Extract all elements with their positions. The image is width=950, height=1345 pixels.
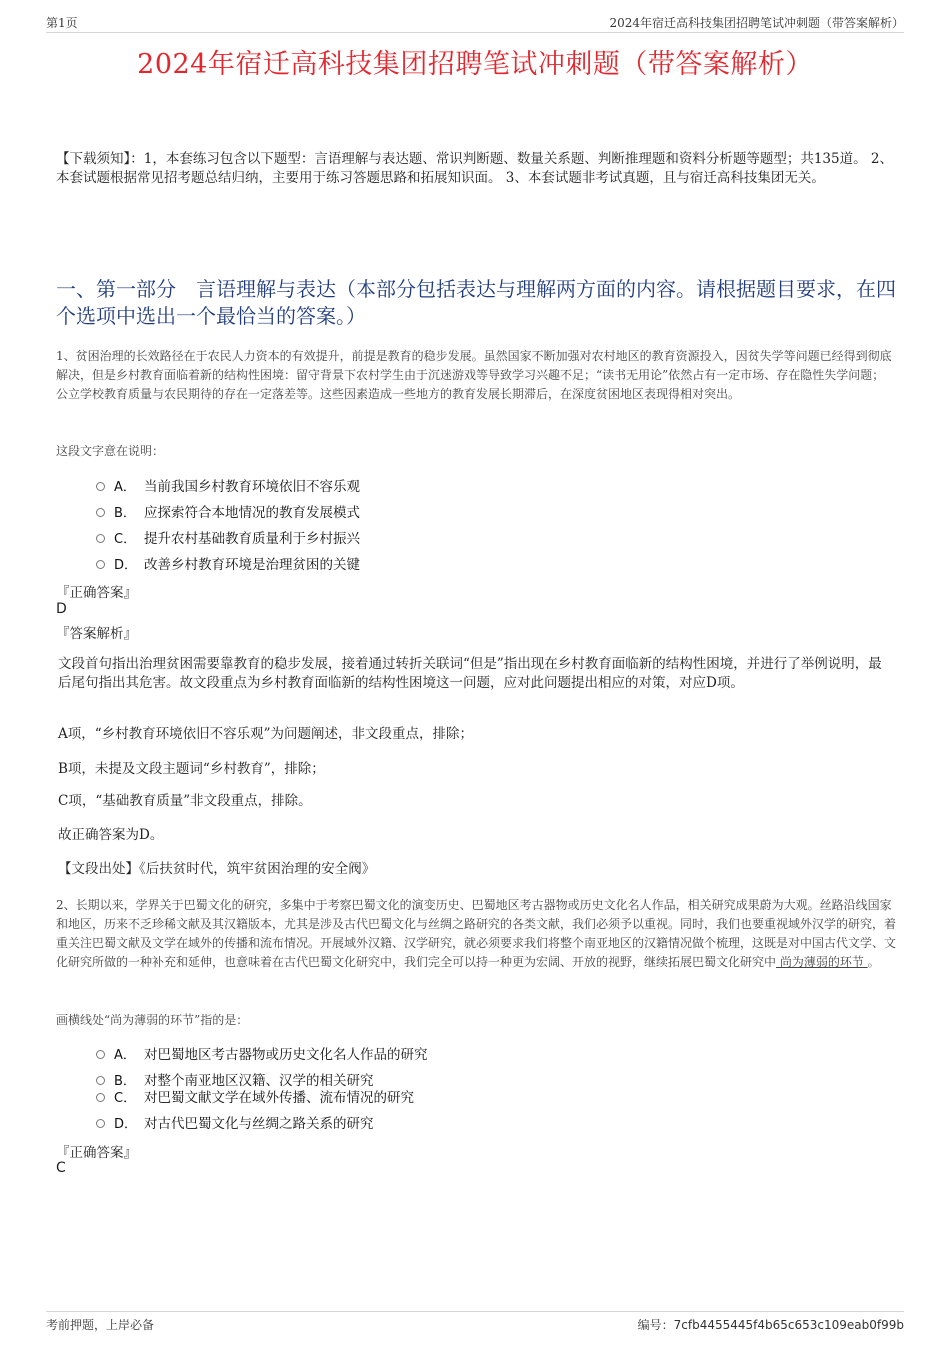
- question-1-prompt: 这段文字意在说明：: [56, 444, 165, 458]
- download-notice: 【下载须知】：1，本套练习包含以下题型：言语理解与表达题、常识判断题、数量关系题、判断推理题和资料分析题等题型；共135道。 2、本套试题根据常见招考题总结归纳，主要用于练习答题思路和拓展知识面。 3、本套试题非考试真题，且与宿迁高科技集团无关。: [56, 151, 893, 186]
- question-2-option-b[interactable]: B． 对整个南亚地区汉籍、汉学的相关研究: [96, 1068, 374, 1090]
- question-2-text: 2、长期以来，学界关于巴蜀文化的研究，多集中于考察巴蜀文化的演变历史、巴蜀地区考古器物或历史文化名人作品，相关研究成果蔚为大观。丝路沿线国家和地区，历来不乏珍稀文献及其汉籍版本，尤其是涉及古代巴蜀文化与丝绸之路研究的各类文献，我们必须予以重视。同时，我们也要重视域外汉学的研究，着重关注巴蜀文献及文学在域外的传播和流布情况。开展域外汉籍、汉学研究，就必须要求我们将整个南亚地区的汉籍情况做个梳理，这既是对中国古代文学、文化研究所做的一种补充和延伸，也意味着在古代巴蜀文化研究中，我们完全可以持一种更为宏阔、开放的视野，继续拓展巴蜀文化研究中 尚为薄弱的环节 。: [56, 898, 897, 969]
- question-1-option-b[interactable]: B． 应探索符合本地情况的教育发展模式: [96, 500, 360, 522]
- question-1-analysis-label: 『答案解析』: [56, 626, 137, 642]
- question-2-option-a[interactable]: A． 对巴蜀地区考古器物或历史文化名人作品的研究: [96, 1042, 428, 1064]
- radio-icon[interactable]: [96, 534, 105, 543]
- question-1-answer-label: 『正确答案』: [56, 585, 137, 601]
- page-footer: [46, 1311, 904, 1332]
- page-header: [46, 14, 904, 33]
- question-2-option-d[interactable]: D． 对古代巴蜀文化与丝绸之路关系的研究: [96, 1111, 374, 1133]
- header-doc-title: 2024年宿迁高科技集团招聘笔试冲刺题（带答案解析）: [609, 16, 904, 30]
- question-2-prompt: 画横线处“尚为薄弱的环节”指的是：: [56, 1013, 249, 1027]
- section-heading: 一、第一部分 言语理解与表达（本部分包括表达与理解两方面的内容。请根据题目要求，在四个选项中选出一个最恰当的答案。）: [56, 277, 896, 328]
- document-title: 2024年宿迁高科技集团招聘笔试冲刺题（带答案解析）: [137, 49, 813, 80]
- question-1-option-d[interactable]: D． 改善乡村教育环境是治理贫困的关键: [96, 552, 360, 574]
- question-1-source: 【文段出处】《后扶贫时代，筑牢贫困治理的安全阀》: [58, 861, 376, 877]
- serial-code: 7cfb4455445f4b65c653c109eab0f99b: [673, 1318, 904, 1332]
- question-2-answer: C: [56, 1160, 66, 1176]
- underlined-phrase: 尚为薄弱的环节: [776, 955, 868, 969]
- radio-icon[interactable]: [96, 560, 105, 569]
- radio-icon[interactable]: [96, 482, 105, 491]
- question-1-text: 1、贫困治理的长效路径在于农民人力资本的有效提升，前提是教育的稳步发展。虽然国家不断加强对农村地区的教育资源投入，因贫失学等问题已经得到彻底解决，但是乡村教育面临着新的结构性困境：留守背景下农村学生由于沉迷游戏等导致学习兴趣不足；“读书无用论”依然占有一定市场、存在隐性失学问题；公立学校教育质量与农民期待的存在一定落差等。这些因素造成一些地方的教育发展长期滞后，在深度贫困地区表现得相对突出。: [56, 349, 892, 401]
- question-1-conclusion: 故正确答案为D。: [58, 827, 164, 843]
- radio-icon[interactable]: [96, 1050, 105, 1059]
- question-1-analysis-a: A项，“乡村教育环境依旧不容乐观”为问题阐述，非文段重点，排除；: [58, 726, 474, 742]
- question-1-answer: D: [56, 601, 67, 617]
- question-2-answer-label: 『正确答案』: [56, 1145, 137, 1161]
- question-1-option-c[interactable]: C． 提升农村基础教育质量利于乡村振兴: [96, 526, 360, 548]
- footer-slogan: 考前押题，上岸必备: [46, 1318, 155, 1332]
- question-1-analysis-c: C项，“基础教育质量”非文段重点，排除。: [58, 793, 312, 809]
- question-1-analysis-b: B项，未提及文段主题词“乡村教育”，排除；: [58, 761, 325, 777]
- question-1-analysis-paragraph: 文段首句指出治理贫困需要靠教育的稳步发展，接着通过转折关联词“但是”指出现在乡村教育面临新的结构性困境，并进行了举例说明，最后尾句指出其危害。故文段重点为乡村教育面临新的结构性困境这一问题，应对此问题提出相应的对策，对应D项。: [58, 656, 882, 691]
- question-1-option-a[interactable]: A． 当前我国乡村教育环境依旧不容乐观: [96, 474, 360, 496]
- radio-icon[interactable]: [96, 1093, 105, 1102]
- radio-icon[interactable]: [96, 508, 105, 517]
- radio-icon[interactable]: [96, 1119, 105, 1128]
- footer-serial: 编号：7cfb4455445f4b65c653c109eab0f99b: [637, 1318, 904, 1332]
- radio-icon[interactable]: [96, 1076, 105, 1085]
- question-2-option-c[interactable]: C． 对巴蜀文献文学在域外传播、流布情况的研究: [96, 1085, 414, 1107]
- page-number: 第1页: [46, 16, 78, 30]
